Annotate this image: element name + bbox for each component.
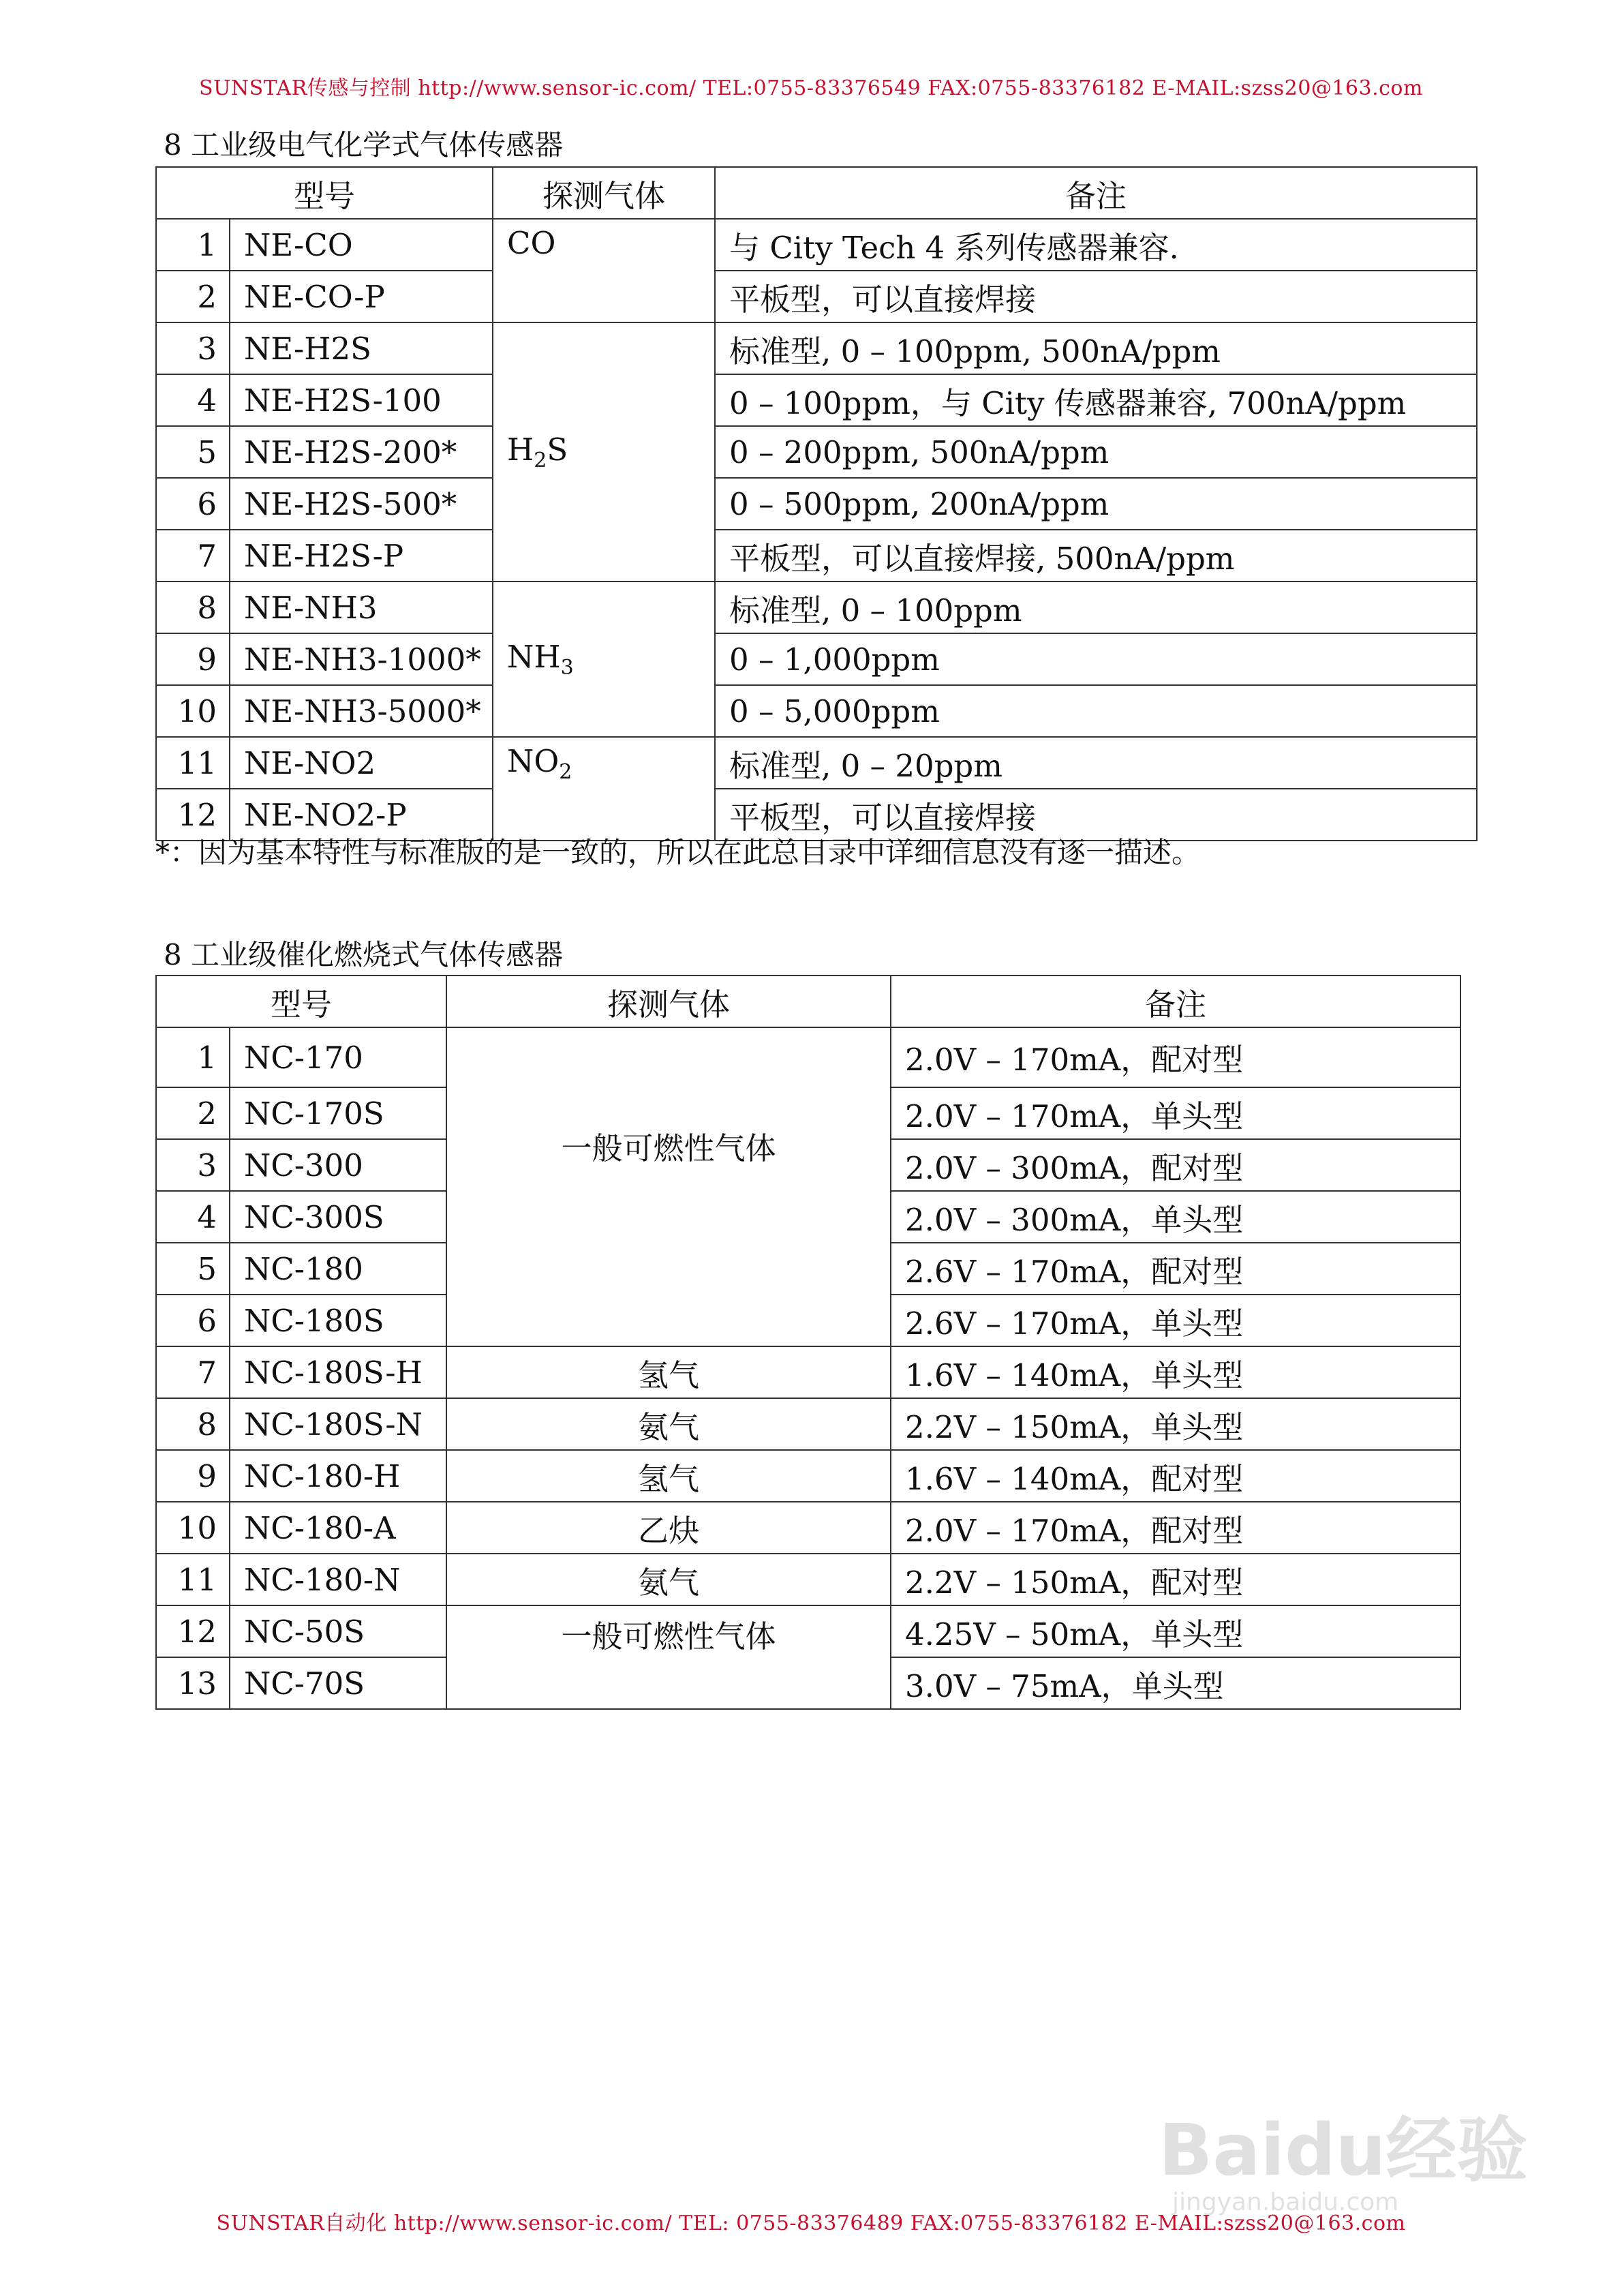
row-remark: 3.0V – 75mA，单头型: [891, 1657, 1460, 1709]
page-header: SUNSTAR传感与控制 http://www.sensor-ic.com/ TEL:0755-83376549 FAX:0755-83376182 E-MAIL:szss20@163.com: [199, 76, 1423, 100]
row-number: 7: [156, 530, 230, 581]
row-number: 8: [156, 581, 230, 633]
section1-footnote: *：因为基本特性与标准版的是一致的，所以在此总目录中详细信息没有逐一描述。: [155, 836, 1201, 869]
row-number: 12: [156, 1605, 230, 1657]
table-row: [156, 685, 1477, 737]
gas-h2s-base: H: [507, 432, 534, 468]
row-remark: 2.6V – 170mA，配对型: [891, 1243, 1460, 1295]
page-footer: SUNSTAR自动化 http://www.sensor-ic.com/ TEL: 0755-83376489 FAX:0755-83376182 E-MAIL:szss20@163.com: [216, 2211, 1406, 2235]
header-gas: 探测气体: [446, 976, 891, 1027]
row-model: NC-180S-H: [230, 1346, 446, 1398]
section2-title: 8 工业级催化燃烧式气体传感器: [164, 938, 564, 971]
row-remark: 标准型, 0 – 20ppm: [715, 737, 1477, 789]
row-remark: 0 – 100ppm，与 City 传感器兼容, 700nA/ppm: [715, 374, 1477, 426]
row-gas: 氢气: [446, 1346, 891, 1398]
row-model: NC-300: [230, 1139, 446, 1191]
row-remark: 0 – 1,000ppm: [715, 633, 1477, 685]
row-model: NC-180S: [230, 1295, 446, 1346]
catalytic-table: [155, 975, 1461, 1710]
row-number: 8: [156, 1398, 230, 1450]
row-gas: 氨气: [446, 1554, 891, 1605]
row-model: NE-H2S-200*: [230, 426, 493, 478]
table-row: [156, 1450, 1460, 1502]
gas-h2s-sub: 2: [534, 449, 547, 472]
header-model: 型号: [156, 167, 493, 219]
row-number: 11: [156, 737, 230, 789]
row-remark: 标准型, 0 – 100ppm, 500nA/ppm: [715, 322, 1477, 374]
header-model: 型号: [156, 976, 446, 1027]
row-remark: 2.0V – 170mA，配对型: [891, 1027, 1460, 1087]
table-row: [156, 737, 1477, 789]
row-model: NE-H2S-500*: [230, 478, 493, 530]
gas-no2-sub: 2: [559, 760, 572, 784]
row-remark: 2.0V – 170mA，配对型: [891, 1502, 1460, 1554]
row-number: 5: [156, 1243, 230, 1295]
row-model: NE-H2S-100: [230, 374, 493, 426]
row-number: 7: [156, 1346, 230, 1398]
row-remark: 0 – 5,000ppm: [715, 685, 1477, 737]
row-remark: 平板型，可以直接焊接: [715, 271, 1477, 322]
header-remark: 备注: [891, 976, 1460, 1027]
row-model: NE-H2S: [230, 322, 493, 374]
table-row: [156, 322, 1477, 374]
row-remark: 2.0V – 300mA，单头型: [891, 1191, 1460, 1243]
gas-nh3-sub: 3: [560, 656, 574, 680]
row-number: 4: [156, 374, 230, 426]
row-model: NC-180-H: [230, 1450, 446, 1502]
table-row: [156, 1398, 1460, 1450]
row-number: 2: [156, 1087, 230, 1139]
row-model: NC-170S: [230, 1087, 446, 1139]
row-remark: 标准型, 0 – 100ppm: [715, 581, 1477, 633]
row-model: NC-180: [230, 1243, 446, 1295]
row-number: 9: [156, 1450, 230, 1502]
row-remark: 4.25V – 50mA，单头型: [891, 1605, 1460, 1657]
row-number: 6: [156, 1295, 230, 1346]
row-remark: 0 – 500ppm, 200nA/ppm: [715, 478, 1477, 530]
row-number: 3: [156, 1139, 230, 1191]
row-model: NE-NO2: [230, 737, 493, 789]
gas-nh3-base: NH: [507, 639, 561, 675]
row-number: 13: [156, 1657, 230, 1709]
table-header-row: [156, 167, 1477, 219]
row-number: 10: [156, 1502, 230, 1554]
row-model: NC-180S-N: [230, 1398, 446, 1450]
table-row: [156, 478, 1477, 530]
row-remark: 平板型，可以直接焊接: [715, 789, 1477, 841]
row-gas: 氢气: [446, 1450, 891, 1502]
row-number: 5: [156, 426, 230, 478]
row-number: 10: [156, 685, 230, 737]
row-model: NE-CO-P: [230, 271, 493, 322]
table-row: [156, 633, 1477, 685]
table-row: [156, 1346, 1460, 1398]
row-remark: 2.2V – 150mA，配对型: [891, 1554, 1460, 1605]
section1-title: 8 工业级电气化学式气体传感器: [164, 128, 564, 162]
row-remark: 2.0V – 170mA，单头型: [891, 1087, 1460, 1139]
row-model: NC-180-A: [230, 1502, 446, 1554]
table-row: [156, 1027, 1460, 1087]
row-remark: 0 – 200ppm, 500nA/ppm: [715, 426, 1477, 478]
row-number: 6: [156, 478, 230, 530]
row-model: NE-CO: [230, 219, 493, 271]
row-number: 12: [156, 789, 230, 841]
row-remark: 1.6V – 140mA，单头型: [891, 1346, 1460, 1398]
row-model: NE-NH3: [230, 581, 493, 633]
gas-no2-base: NO: [507, 743, 560, 779]
gas-general-combustible-2: 一般可燃性气体: [446, 1605, 891, 1709]
row-number: 2: [156, 271, 230, 322]
electrochemical-table: [155, 166, 1478, 841]
row-model: NC-70S: [230, 1657, 446, 1709]
row-number: 3: [156, 322, 230, 374]
table-row: [156, 374, 1477, 426]
table-row: [156, 530, 1477, 581]
row-model: NC-180-N: [230, 1554, 446, 1605]
row-gas: 氨气: [446, 1398, 891, 1450]
table-row: [156, 1502, 1460, 1554]
header-remark: 备注: [715, 167, 1477, 219]
gas-nh3: [493, 581, 715, 737]
row-model: NC-300S: [230, 1191, 446, 1243]
row-model: NE-NH3-1000*: [230, 633, 493, 685]
table-row: [156, 219, 1477, 271]
gas-h2s-rest: S: [547, 432, 568, 468]
table-row: [156, 581, 1477, 633]
baidu-watermark: [1152, 2100, 1533, 2216]
row-number: 9: [156, 633, 230, 685]
row-number: 11: [156, 1554, 230, 1605]
row-model: NC-50S: [230, 1605, 446, 1657]
table-row: [156, 1554, 1460, 1605]
gas-general-combustible: 一般可燃性气体: [446, 1027, 891, 1346]
row-gas: 乙炔: [446, 1502, 891, 1554]
table-row: [156, 1605, 1460, 1657]
row-remark: 1.6V – 140mA，配对型: [891, 1450, 1460, 1502]
row-remark: 与 City Tech 4 系列传感器兼容.: [715, 219, 1477, 271]
row-remark: 2.0V – 300mA，配对型: [891, 1139, 1460, 1191]
row-model: NE-NH3-5000*: [230, 685, 493, 737]
watermark-url: jingyan.baidu.com: [1172, 2188, 1399, 2216]
row-number: 1: [156, 1027, 230, 1087]
row-number: 1: [156, 219, 230, 271]
gas-h2s: [493, 322, 715, 581]
gas-no2: [493, 737, 715, 841]
table-row: [156, 271, 1477, 322]
row-model: NC-170: [230, 1027, 446, 1087]
row-remark: 2.6V – 170mA，单头型: [891, 1295, 1460, 1346]
table-header-row: [156, 976, 1460, 1027]
row-remark: 平板型，可以直接焊接, 500nA/ppm: [715, 530, 1477, 581]
row-remark: 2.2V – 150mA，单头型: [891, 1398, 1460, 1450]
watermark-brand: Baidu经验: [1159, 2109, 1528, 2192]
gas-co: CO: [493, 219, 715, 322]
header-gas: 探测气体: [493, 167, 715, 219]
row-model: NE-NO2-P: [230, 789, 493, 841]
table-row: [156, 426, 1477, 478]
row-number: 4: [156, 1191, 230, 1243]
row-model: NE-H2S-P: [230, 530, 493, 581]
